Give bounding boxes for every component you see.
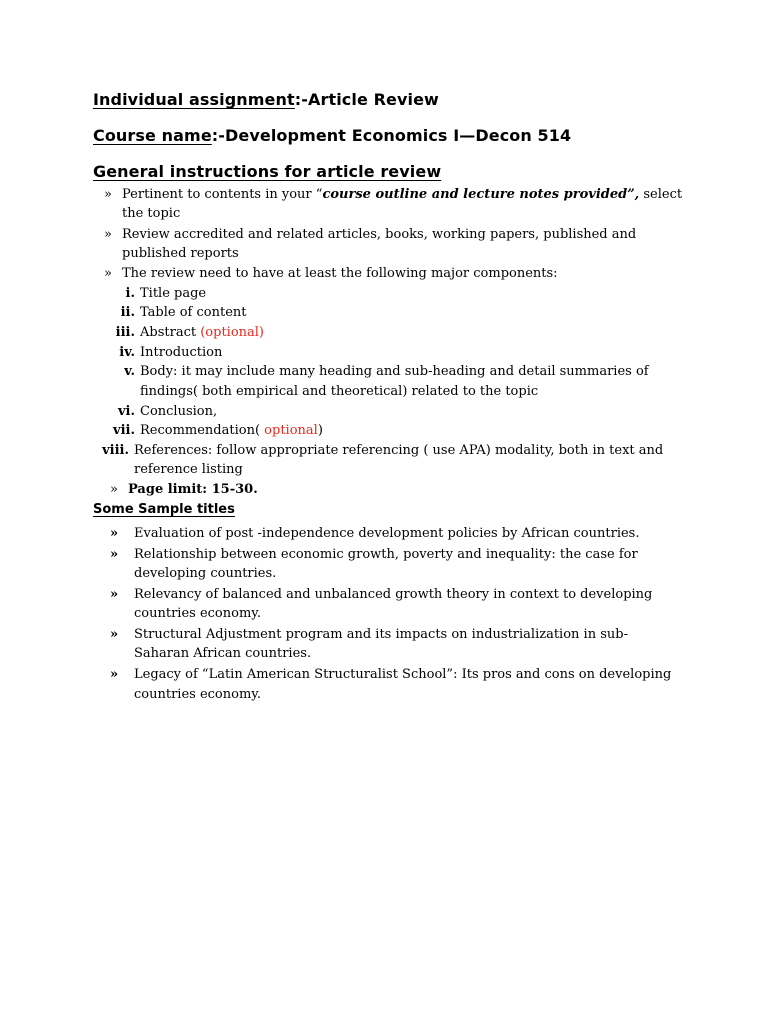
sample-titles-heading: Some Sample titles xyxy=(93,502,235,517)
sample-title-5: Legacy of “Latin American Structuralist School”: Its pros and cons on developing xyxy=(134,667,672,682)
bullet-icon: » xyxy=(110,547,119,562)
bullet-icon: » xyxy=(104,227,112,242)
assignment-separator: :- xyxy=(294,90,308,109)
instruction-item-3: The review need to have at least the following major components: xyxy=(122,266,558,281)
sample-title-4: Structural Adjustment program and its impacts on industrialization in sub- xyxy=(134,627,628,642)
bullet-icon: » xyxy=(104,187,112,202)
course-separator: :- xyxy=(211,126,226,145)
bullet-icon: » xyxy=(110,627,119,642)
component-number: vii. xyxy=(113,423,135,438)
instruction-item-1: Pertinent to contents in your “course outline and lecture notes provided”, select xyxy=(122,187,683,202)
component-abstract: Abstract (optional) xyxy=(140,325,264,340)
sample-title-1: Evaluation of post -independence development policies by African countries. xyxy=(134,526,640,541)
component-number: iii. xyxy=(115,325,135,340)
instruction-item-2: Review accredited and related articles, books, working papers, published and xyxy=(122,227,637,242)
bullet-icon: » xyxy=(104,266,112,281)
component-recommendation: Recommendation( optional) xyxy=(140,423,323,438)
course-label: Course name xyxy=(93,126,212,145)
sample-title-2: Relationship between economic growth, poverty and inequality: the case for xyxy=(134,547,638,562)
assignment-label: Individual assignment xyxy=(93,90,295,109)
bullet-icon: » xyxy=(110,482,118,497)
component-table-of-content: Table of content xyxy=(140,305,247,320)
course-heading xyxy=(93,126,571,145)
component-body: Body: it may include many heading and sub-heading and detail summaries of xyxy=(140,364,649,379)
sample-title-3: Relevancy of balanced and unbalanced growth theory in context to developing xyxy=(134,587,653,602)
component-references: References: follow appropriate referencing ( use APA) modality, both in text and xyxy=(134,443,664,458)
component-number: i. xyxy=(125,286,135,301)
component-number: ii. xyxy=(120,305,135,320)
component-introduction: Introduction xyxy=(140,345,223,360)
component-body-cont: findings( both empirical and theoretical) related to the topic xyxy=(140,384,539,399)
sample-title-4-cont: Saharan African countries. xyxy=(134,646,312,661)
component-number: v. xyxy=(124,364,135,379)
component-number: iv. xyxy=(119,345,135,360)
bullet-icon: » xyxy=(110,526,119,541)
bullet-icon: » xyxy=(110,667,119,682)
instructions-title: General instructions for article review xyxy=(93,162,442,181)
component-number: viii. xyxy=(102,443,129,458)
instruction-item-2-cont: published reports xyxy=(122,246,239,261)
component-conclusion: Conclusion, xyxy=(140,404,218,419)
component-title-page: Title page xyxy=(140,286,207,301)
bullet-icon: » xyxy=(110,587,119,602)
course-value: Development Economics I—Decon 514 xyxy=(225,126,572,145)
sample-title-5-cont: countries economy. xyxy=(134,687,262,702)
instruction-item-1-cont: the topic xyxy=(122,206,181,221)
component-references-cont: reference listing xyxy=(134,462,243,477)
page-limit: Page limit: 15-30. xyxy=(128,482,258,497)
assignment-value: Article Review xyxy=(307,90,439,109)
component-number: vi. xyxy=(117,404,135,419)
optional-tag: (optional) xyxy=(200,325,264,340)
sample-title-3-cont: countries economy. xyxy=(134,606,262,621)
optional-tag: optional xyxy=(264,423,318,438)
assignment-heading xyxy=(93,90,439,109)
instructions-heading xyxy=(93,162,441,181)
sample-title-2-cont: developing countries. xyxy=(134,566,277,581)
